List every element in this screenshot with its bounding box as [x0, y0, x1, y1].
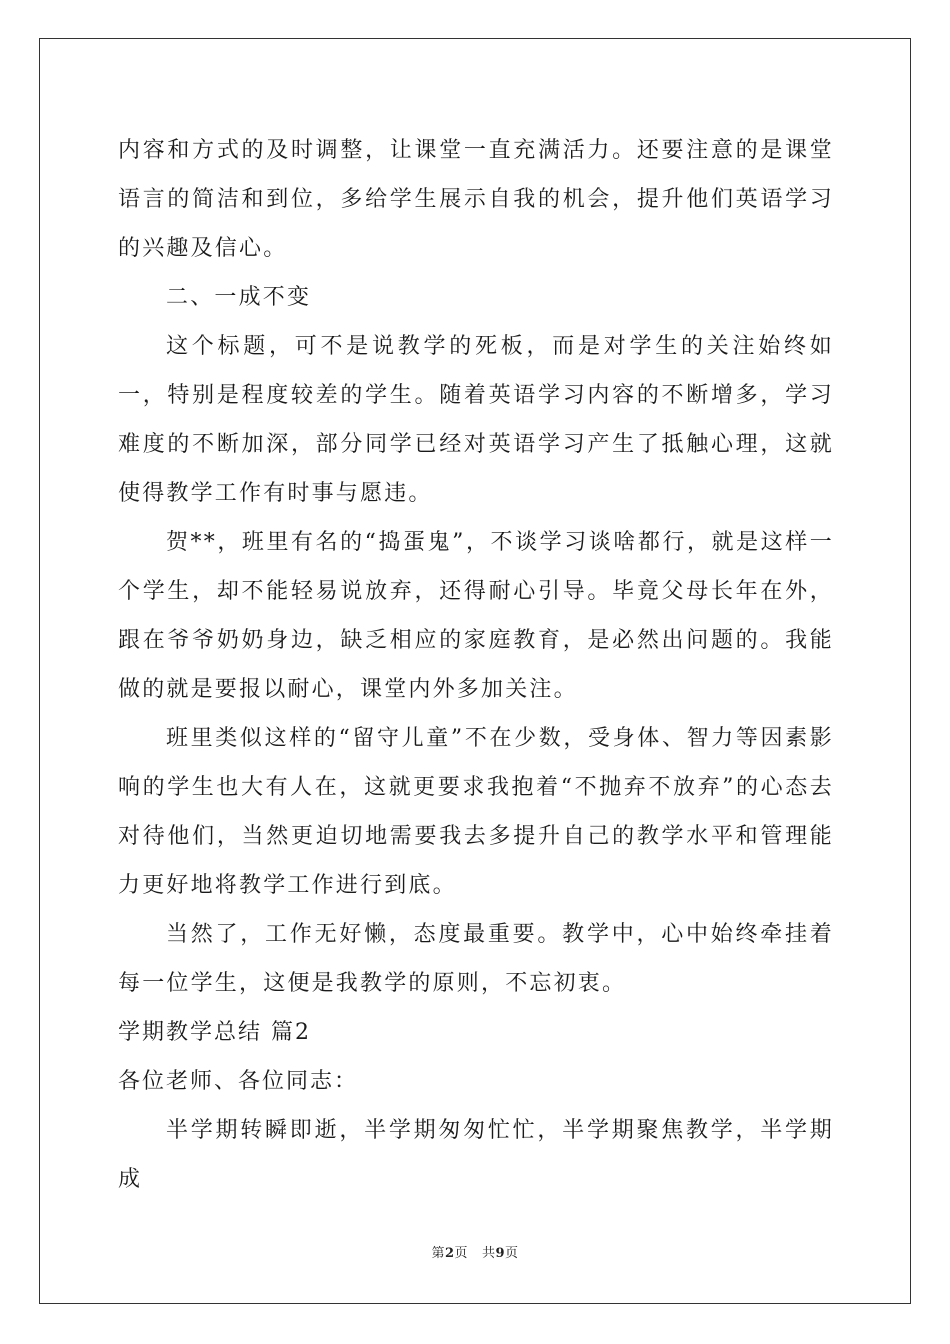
- paragraph-semester-intro: 半学期转瞬即逝，半学期匆匆忙忙，半学期聚焦教学，半学期成: [118, 1118, 834, 1192]
- document-body: [118, 126, 834, 1204]
- paragraph-title-explanation: 这个标题，可不是说教学的死板，而是对学生的关注始终如一，特别是程度较差的学生。随着英语学习内容的不断增多，学习难度的不断加深，部分同学已经对英语学习产生了抵触心理，这就使得教学工作有时事与愿违。: [118, 334, 834, 506]
- footer-current-page: 2: [445, 1246, 455, 1261]
- page-footer: [0, 1245, 950, 1263]
- footer-suffix: 页: [505, 1246, 519, 1261]
- paragraph-left-behind-children: 班里类似这样的“留守儿童”不在少数，受身体、智力等因素影响的学生也大有人在，这就更要求我抱着“不抛弃不放弃”的心态去对待他们，当然更迫切地需要我去多提升自己的教学水平和管理能力更好地将教学工作进行到底。: [118, 726, 834, 898]
- footer-total-pages: 9: [495, 1246, 505, 1261]
- section-title: 学期教学总结 篇2: [118, 1020, 311, 1045]
- paragraph-attitude: 当然了，工作无好懒，态度最重要。教学中，心中始终牵挂着每一位学生，这便是我教学的原则，不忘初衷。: [118, 922, 834, 996]
- subheading-unchanging: 二、一成不变: [166, 285, 312, 310]
- paragraph-student-example: 贺**，班里有名的“捣蛋鬼”，不谈学习谈啥都行，就是这样一个学生，却不能轻易说放弃，还得耐心引导。毕竟父母长年在外，跟在爷爷奶奶身边，缺乏相应的家庭教育，是必然出问题的。我能做的就是要报以耐心，课堂内外多加关注。: [118, 530, 834, 702]
- paragraph-continuation: 内容和方式的及时调整，让课堂一直充满活力。还要注意的是课堂语言的简洁和到位，多给学生展示自我的机会，提升他们英语学习的兴趣及信心。: [118, 138, 834, 261]
- footer-middle: 页 共: [454, 1246, 496, 1261]
- greeting-line: 各位老师、各位同志：: [118, 1069, 359, 1094]
- footer-prefix: 第: [431, 1246, 445, 1261]
